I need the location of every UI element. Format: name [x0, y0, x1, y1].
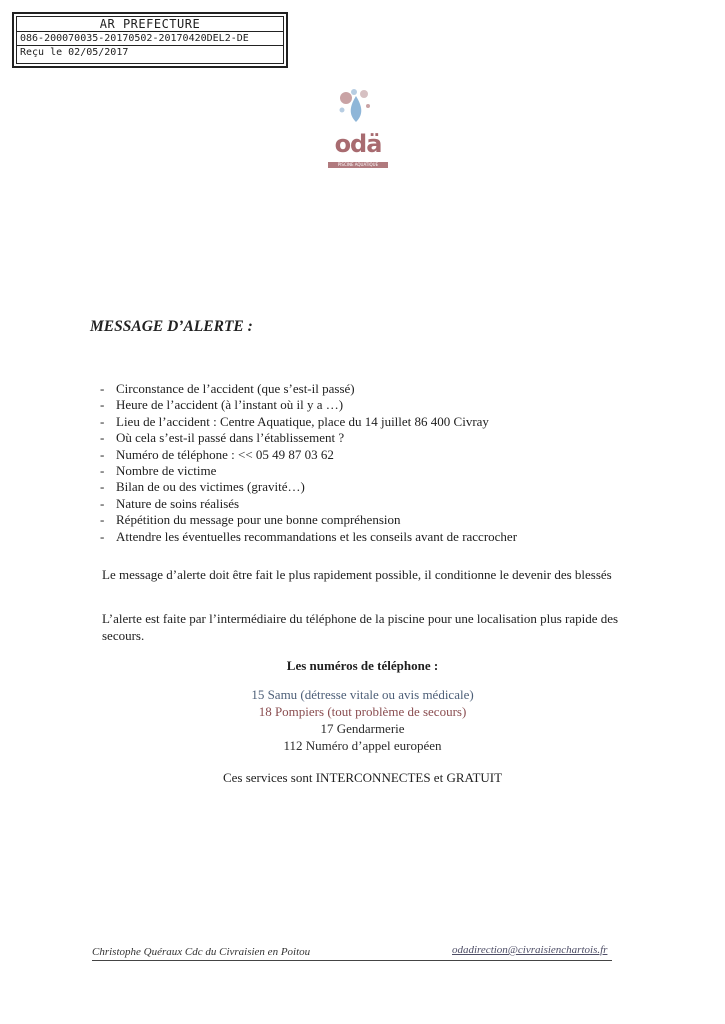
list-item: - Numéro de téléphone : << 05 49 87 03 62 — [100, 447, 517, 463]
list-item: - Bilan de ou des victimes (gravité…) — [100, 479, 517, 495]
stamp-title: AR PREFECTURE — [17, 17, 283, 32]
phone-samu: 15 Samu (détresse vitale ou avis médicale) — [251, 687, 474, 702]
alert-speed-paragraph: Le message d’alerte doit être fait le plus rapidement possible, il conditionne le devenir des blessés — [102, 567, 612, 582]
phone-numbers-title: Les numéros de téléphone : — [286, 658, 439, 673]
footer-email-link[interactable]: odadirection@civraisienchartois.fr — [452, 944, 608, 956]
list-item: - Heure de l’accident (à l’instant où il y a …) — [100, 397, 517, 413]
alert-phone-paragraph: L’alerte est faite par l’intermédiaire du téléphone de la piscine pour une localisation plus rapide des secours. — [102, 611, 619, 643]
phone-pompiers: 18 Pompiers (tout problème de secours) — [258, 704, 467, 719]
list-item: - Où cela s’est-il passé dans l’établissement ? — [100, 430, 517, 446]
stamp-frame — [16, 16, 284, 64]
list-item: - Nature de soins réalisés — [100, 496, 517, 512]
oda-logo — [326, 84, 390, 170]
list-item: - Attendre les éventuelles recommandations et les conseils avant de raccrocher — [100, 529, 517, 545]
list-item: - Nombre de victime — [100, 463, 517, 479]
logo-tagline: PISCINE AQUATIQUE — [328, 162, 388, 168]
prefecture-stamp — [12, 12, 288, 68]
phone-european: 112 Numéro d’appel européen — [283, 738, 442, 753]
stamp-reference: 086-200070035-20170502-20170420DEL2-DE — [20, 33, 249, 44]
water-drop-icon — [326, 84, 390, 132]
alert-message-heading: MESSAGE D’ALERTE : — [90, 318, 253, 335]
list-item: - Lieu de l’accident : Centre Aquatique, place du 14 juillet 86 400 Civray — [100, 414, 517, 430]
logo-name: odä — [334, 130, 382, 158]
alert-checklist — [100, 381, 517, 545]
stamp-received-date: Reçu le 02/05/2017 — [17, 45, 283, 59]
phone-numbers-list — [0, 686, 725, 754]
footer-divider — [92, 960, 612, 961]
phone-gendarmerie: 17 Gendarmerie — [320, 721, 405, 736]
list-item: - Circonstance de l’accident (que s’est-il passé) — [100, 381, 517, 397]
footer-author: Christophe Quéraux Cdc du Civraisien en Poitou — [92, 946, 311, 958]
list-item: - Répétition du message pour une bonne compréhension — [100, 512, 517, 528]
services-note: Ces services sont INTERCONNECTES et GRATUIT — [222, 770, 503, 785]
